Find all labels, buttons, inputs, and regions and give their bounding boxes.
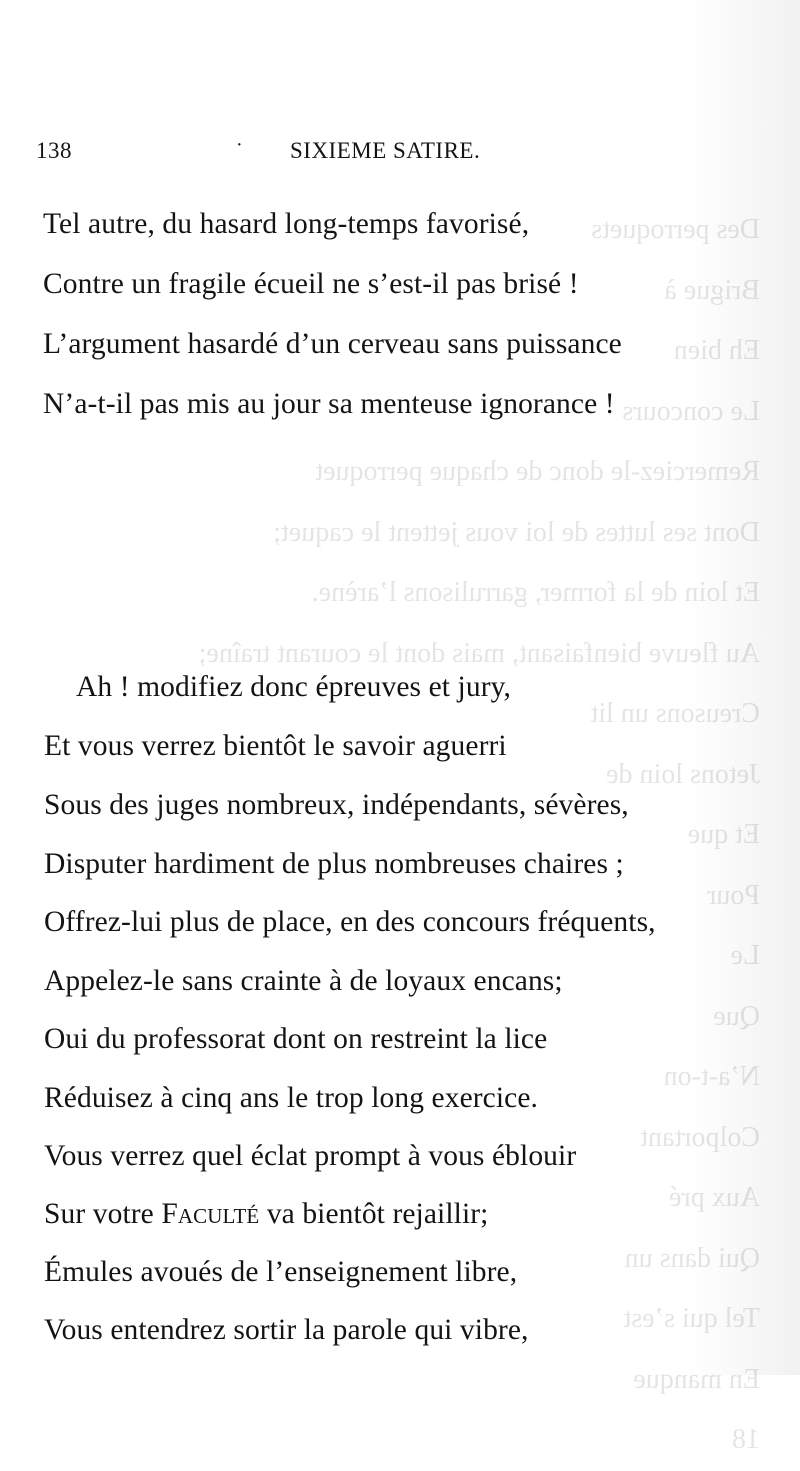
verse-text: va bientôt rejaillir; [259,1198,489,1230]
verse-line: Vous entendrez sortir la parole qui vibre, [44,1314,529,1346]
bleed-through-text [0,200,800,1455]
verse-line: Émules avoués de l’enseignement libre, [44,1256,518,1288]
bleed-through-line: Tel qui s’est [623,1303,760,1334]
verse-line: L’argument hasardé d’un cerveau sans puissance [43,328,622,360]
bleed-through-line: Pour [707,879,760,911]
verse-line: Vous verrez quel éclat prompt à vous éblouir [44,1140,577,1172]
verse-line: Réduisez à cinq ans le trop long exercice. [44,1082,539,1114]
bleed-through-line: Eh bien [673,335,760,366]
bleed-through-line: Le [730,940,760,971]
verse-line: N’a-t-il pas mis au jour sa menteuse ignorance ! [43,388,615,420]
verse-line: Ah ! modifiez donc épreuves et jury, [76,671,512,703]
verse-line: Offrez-lui plus de place, en des concours fréquents, [44,906,656,938]
faculte-small-caps: Faculté [161,1198,260,1230]
bleed-through-line: Brigue à [664,274,760,306]
bleed-through-line: Colportant [640,1121,760,1153]
verse-line: Sous des juges nombreux, indépendants, sévères, [44,789,629,821]
bleed-through-line: Jetons loin de [606,758,760,790]
bleed-through-line: Creusons un lit [590,698,760,729]
bleed-through-line: Des perroquets [591,214,760,245]
bleed-through-line: Le concours [622,395,760,427]
verse-line: Appelez-le sans crainte à de loyaux encans; [44,965,563,997]
bleed-through-line: En manque [633,1363,760,1395]
verse-line: Et vous verrez bientôt le savoir aguerri [44,730,507,762]
verse-text: Sur votre [44,1198,162,1230]
bleed-through-line: Aux pré [669,1182,760,1213]
header-ornament-dot: · [236,134,244,156]
verse-line: Oui du professorat dont on restreint la lice [44,1023,548,1055]
bleed-through-line: Au fleuve bienfaisant, mais dont le courant traîne; [198,637,760,669]
verse-line: Tel autre, du hasard long-temps favorisé, [43,208,530,240]
bleed-through-line: Remerciez-le donc de chaque perroquet [315,456,760,487]
verse-line-faculte [44,1198,488,1231]
bleed-through-line: Qui dans un [624,1242,760,1274]
bleed-through-line: Dont ses luttes de loi vous jettent le caquet; [273,516,760,548]
page-number: 138 [36,138,72,163]
bleed-through-line: 18 [732,1424,760,1455]
bleed-through-line: N’a-t-on [663,1061,760,1092]
page-header [36,134,740,178]
verse-line: Disputer hardiment de plus nombreuses chaires ; [44,848,624,880]
bleed-through-line: Et loin de la former, garrulisons l’arène. [311,577,760,608]
bleed-through-line: Et que [687,819,760,850]
verse-line: Contre un fragile écueil ne s’est-il pas brisé ! [43,268,579,300]
running-title: SIXIEME SATIRE. [290,138,481,163]
bleed-through-line: Que [713,1000,760,1032]
